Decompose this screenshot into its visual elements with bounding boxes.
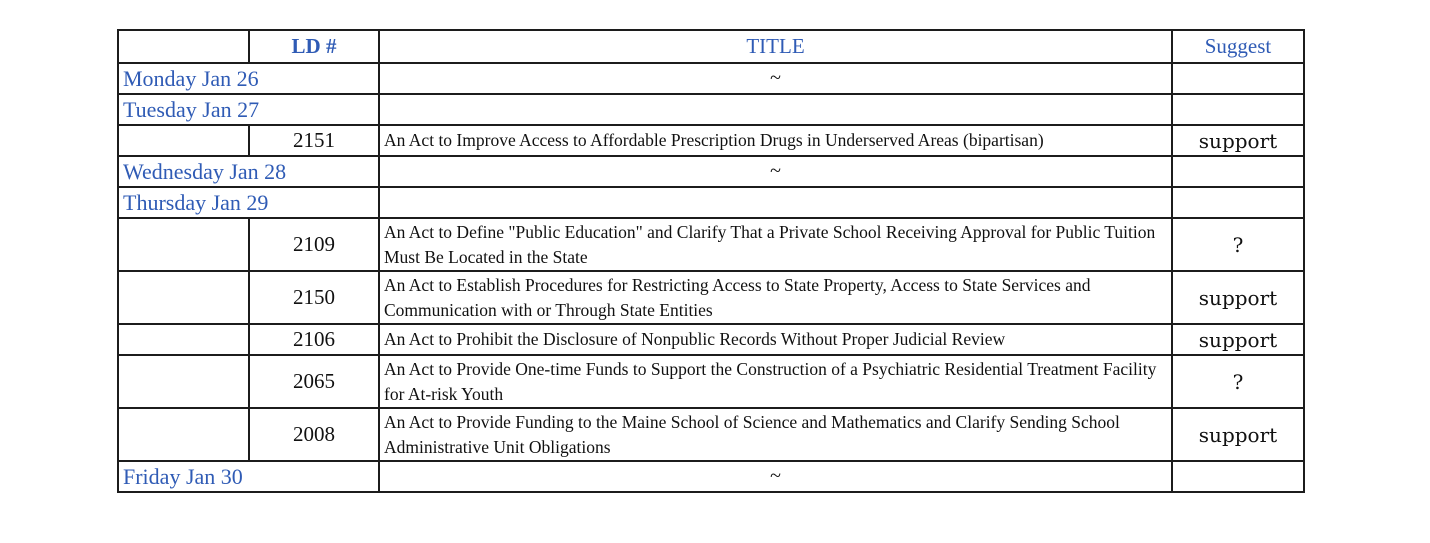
bill-row xyxy=(118,218,1304,271)
ld-number: 2008 xyxy=(249,408,379,461)
bill-title: An Act to Provide One-time Funds to Support the Construction of a Psychiatric Residential Treatment Facility for At-risk Youth xyxy=(379,355,1172,408)
header-suggest: Suggest xyxy=(1172,30,1304,63)
day-label: Friday Jan 30 xyxy=(118,461,379,492)
suggest-value: support xyxy=(1172,408,1304,461)
bill-row xyxy=(118,408,1304,461)
day-note: ~ xyxy=(379,461,1172,492)
suggest-value: ? xyxy=(1172,355,1304,408)
day-row-thursday xyxy=(118,187,1304,218)
day-label: Wednesday Jan 28 xyxy=(118,156,379,187)
suggest-value: support xyxy=(1172,271,1304,324)
empty-cell xyxy=(1172,63,1304,94)
day-row-monday xyxy=(118,63,1304,94)
empty-cell xyxy=(1172,461,1304,492)
bill-title: An Act to Define "Public Education" and Clarify That a Private School Receiving Approval for Public Tuition Must Be Located in the State xyxy=(379,218,1172,271)
suggest-value: support xyxy=(1172,324,1304,355)
empty-cell xyxy=(118,324,249,355)
suggest-value: support xyxy=(1172,125,1304,156)
empty-cell xyxy=(1172,156,1304,187)
day-label: Tuesday Jan 27 xyxy=(118,94,379,125)
ld-number: 2065 xyxy=(249,355,379,408)
bill-row xyxy=(118,271,1304,324)
empty-cell xyxy=(118,408,249,461)
day-note: ~ xyxy=(379,156,1172,187)
empty-cell xyxy=(1172,187,1304,218)
empty-cell xyxy=(1172,94,1304,125)
empty-cell xyxy=(379,94,1172,125)
ld-number: 2109 xyxy=(249,218,379,271)
day-row-wednesday xyxy=(118,156,1304,187)
suggest-value: ? xyxy=(1172,218,1304,271)
legislative-schedule-table xyxy=(117,29,1305,493)
header-row xyxy=(118,30,1304,63)
header-day xyxy=(118,30,249,63)
header-ld: LD # xyxy=(249,30,379,63)
header-title: TITLE xyxy=(379,30,1172,63)
day-label: Monday Jan 26 xyxy=(118,63,379,94)
empty-cell xyxy=(118,271,249,324)
empty-cell xyxy=(118,125,249,156)
bill-row xyxy=(118,125,1304,156)
day-label: Thursday Jan 29 xyxy=(118,187,379,218)
empty-cell xyxy=(118,218,249,271)
bill-title: An Act to Establish Procedures for Restricting Access to State Property, Access to State Services and Communication with or Through State Entities xyxy=(379,271,1172,324)
bill-title: An Act to Improve Access to Affordable Prescription Drugs in Underserved Areas (bipartisan) xyxy=(379,125,1172,156)
ld-number: 2151 xyxy=(249,125,379,156)
empty-cell xyxy=(379,187,1172,218)
day-row-friday xyxy=(118,461,1304,492)
bill-row xyxy=(118,355,1304,408)
ld-number: 2150 xyxy=(249,271,379,324)
bill-title: An Act to Provide Funding to the Maine School of Science and Mathematics and Clarify Sending School Administrative Unit Obligations xyxy=(379,408,1172,461)
ld-number: 2106 xyxy=(249,324,379,355)
bill-title: An Act to Prohibit the Disclosure of Nonpublic Records Without Proper Judicial Review xyxy=(379,324,1172,355)
day-note: ~ xyxy=(379,63,1172,94)
day-row-tuesday xyxy=(118,94,1304,125)
bill-row xyxy=(118,324,1304,355)
empty-cell xyxy=(118,355,249,408)
